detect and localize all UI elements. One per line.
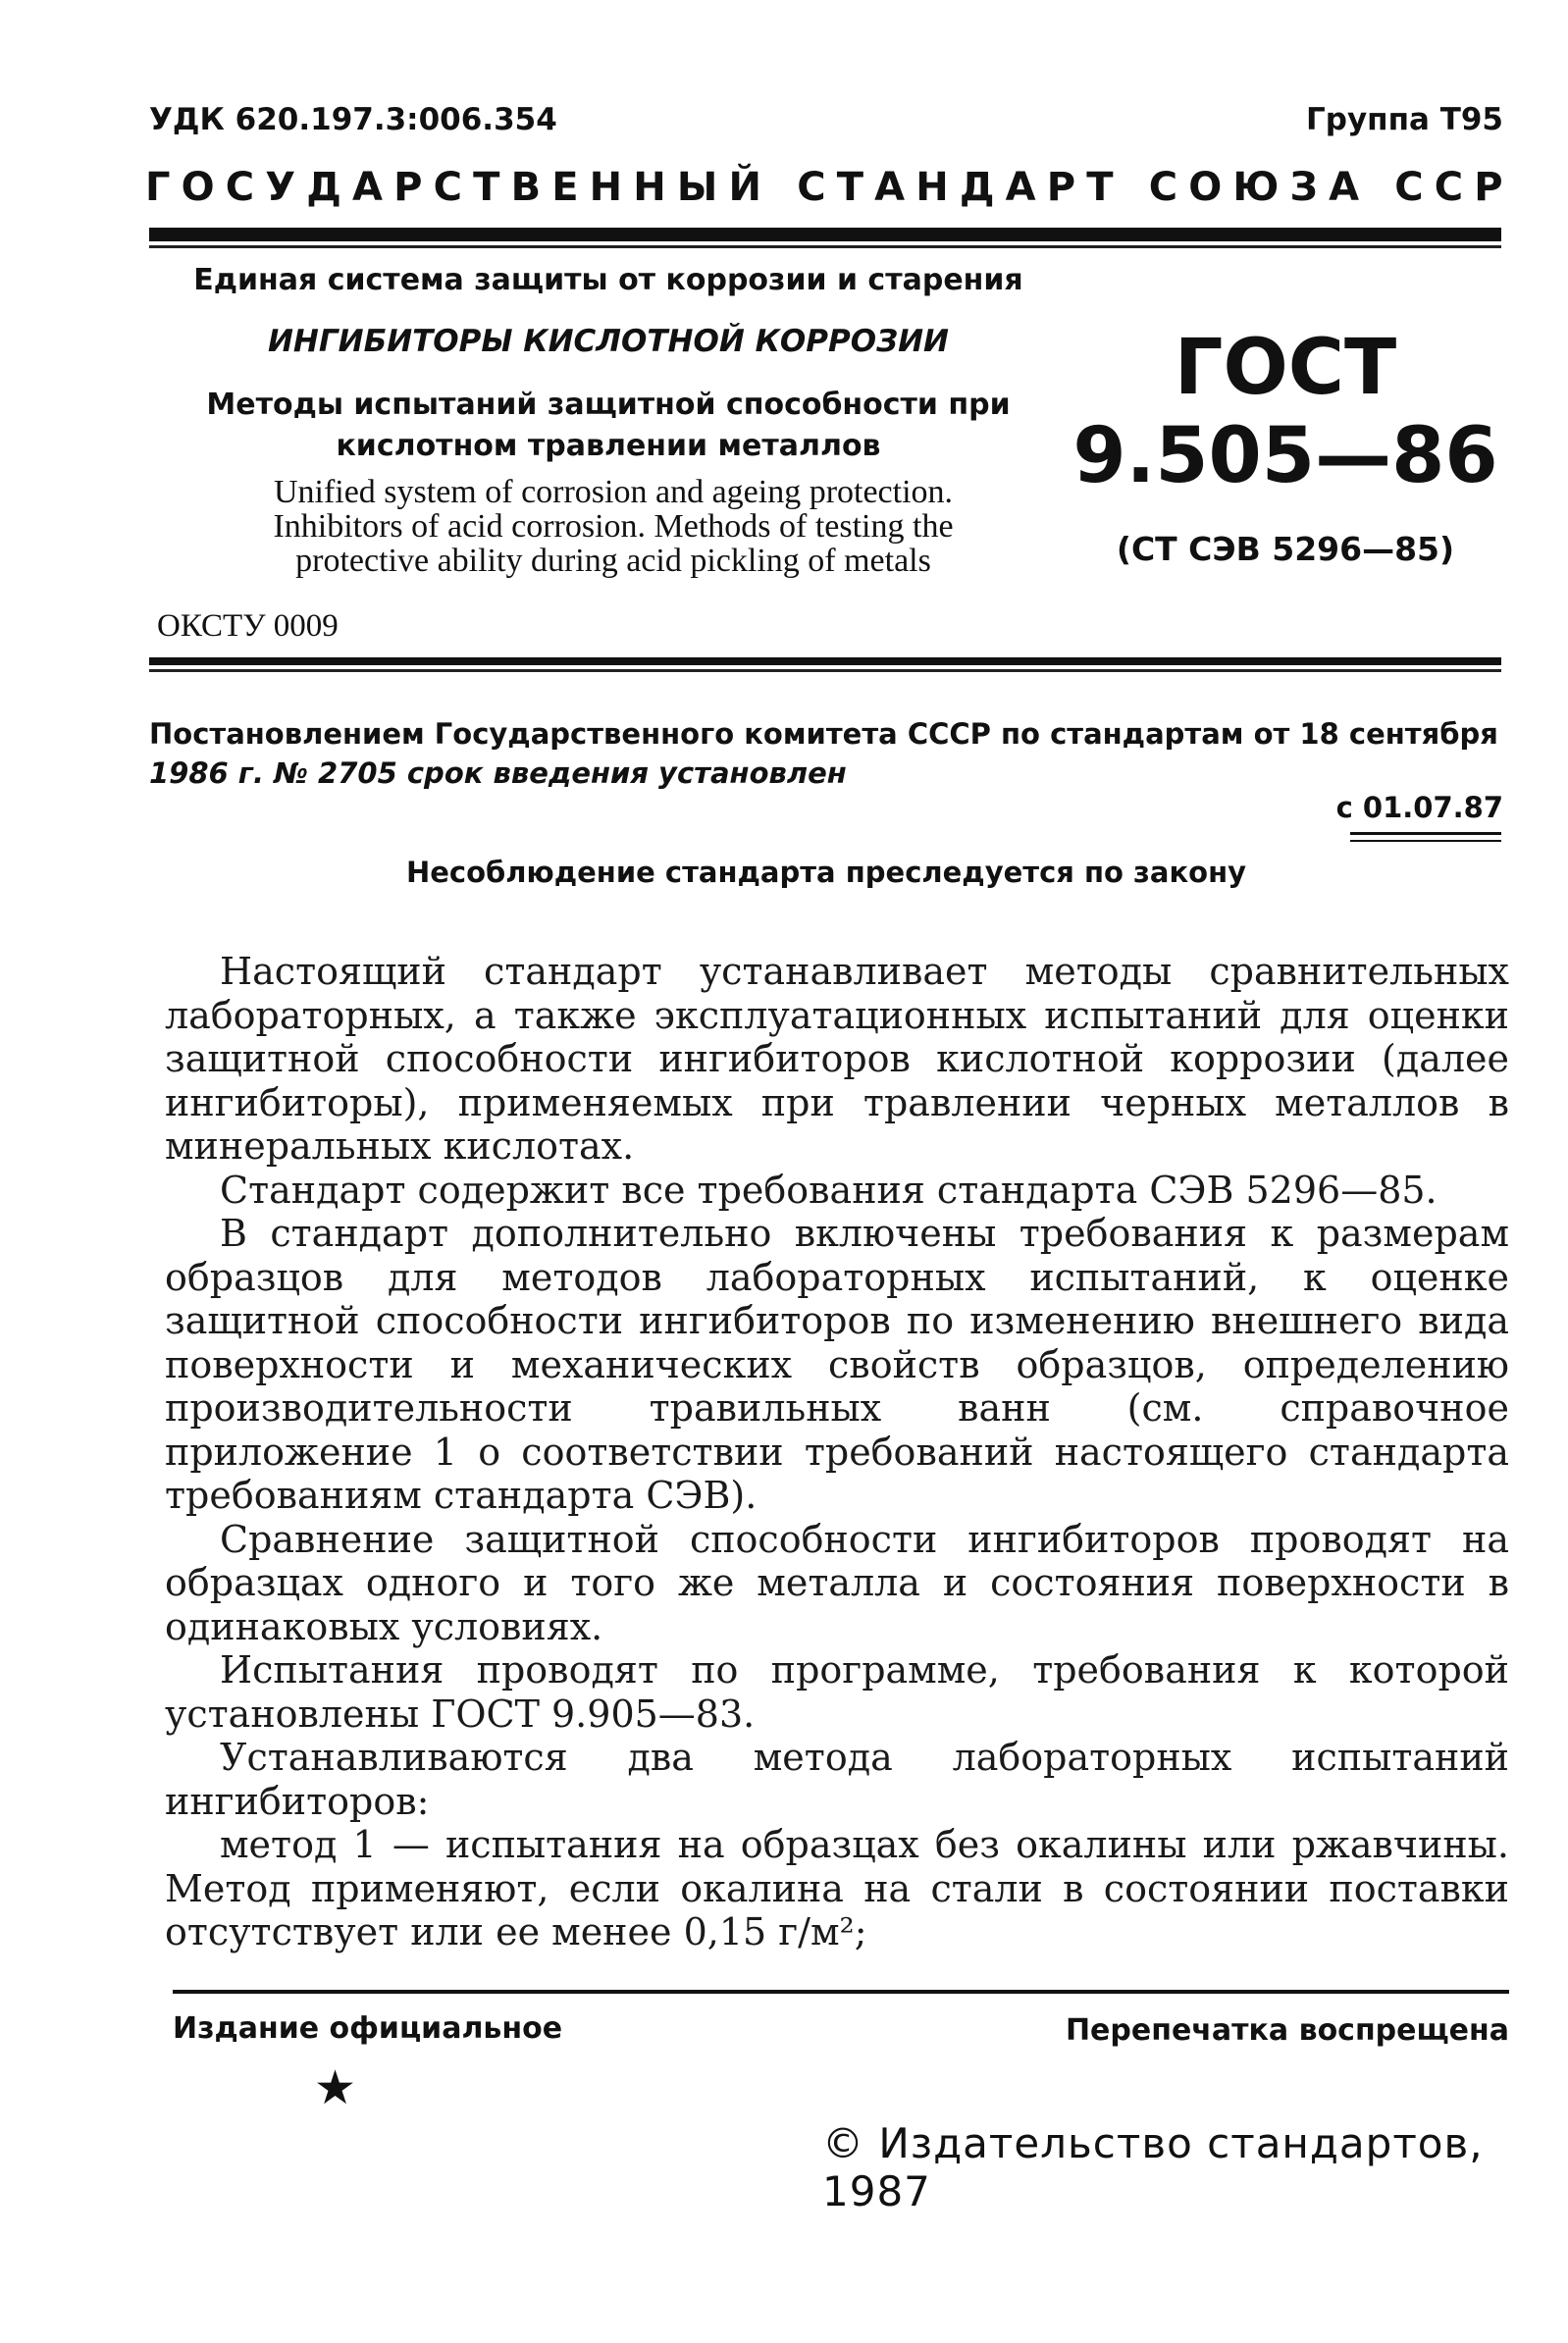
heading-letter: Т (836, 165, 864, 210)
star-icon: ★ (314, 2060, 357, 2115)
heading-letter: Н (633, 165, 666, 210)
heavy-rule (149, 228, 1501, 241)
thin-rule (149, 245, 1501, 248)
legal-notice: Несоблюдение стандарта преследуется по закону (405, 856, 1247, 889)
system-name: Единая система защиты от коррозии и старения (193, 263, 1023, 297)
effective-date: с 01.07.87 (1335, 791, 1503, 824)
heading-letter: С (225, 165, 255, 210)
heading-letter: Р (1474, 165, 1503, 210)
heading-letter: С (797, 165, 826, 210)
heading-letter: Т (473, 165, 500, 210)
heading-letter: Р (1046, 165, 1076, 210)
resolution-line-2: 1986 г. № 2705 срок введения установлен (149, 756, 847, 790)
document-title: ИНГИБИТОРЫ КИСЛОТНОЙ КОРРОЗИИ (267, 324, 949, 359)
methods-line-1: Методы испытаний защитной способности при (206, 388, 1011, 422)
paragraph: В стандарт дополнительно включены требования к размерам образцов для методов лабораторных испытаний, к оценке защитной способности ингибиторов по изменению внешнего вида поверхности и механических свойств образцов, определению производительности травильных ванн (см. справочное приложение 1 о соответствии требований настоящего стандарта требованиям стандарта СЭВ). (165, 1212, 1509, 1517)
paragraph: Настоящий стандарт устанавливает методы сравнительных лабораторных, а также эксплуатационных испытаний для оценки защитной способности ингибиторов кислотной коррозии (далее ингибиторы), применяемых при травлении черных металлов в минеральных кислотах. (165, 950, 1509, 1168)
heading-letter: А (1005, 165, 1036, 210)
paragraph: Сравнение защитной способности ингибиторов проводят на образцах одного и того же металла и состояния поверхности в одинаковых условиях. (165, 1517, 1509, 1648)
heading-letter: Е (551, 165, 579, 210)
section-rule-thin (149, 669, 1501, 672)
st-sev-reference: (СТ СЭВ 5296—85) (1116, 530, 1455, 568)
heading-letter: В (510, 165, 542, 210)
heading-letter: О (1188, 165, 1223, 210)
reprint-prohibited: Перепечатка воспрещена (1065, 2013, 1509, 2048)
copyright-notice: © Издательство стандартов, 1987 (822, 2119, 1484, 2215)
heading-letter: С (1148, 165, 1178, 210)
paragraph: метод 1 — испытания на образцах без окалины или ржавчины. Метод применяют, если окалина на стали в состоянии поставки отсутствует или ее менее 0,15 г/м²; (165, 1823, 1509, 1953)
heading-letter: С (1394, 165, 1424, 210)
heading-letter: Н (915, 165, 949, 210)
heading-letter: Д (959, 165, 995, 210)
methods-subtitle (157, 385, 1060, 467)
date-underline (1350, 832, 1501, 835)
heading-letter: З (1289, 165, 1318, 210)
heading-gap (1370, 165, 1384, 210)
body-text (165, 950, 1509, 1954)
english-line-1: Unified system of corrosion and ageing protection. (273, 474, 954, 510)
heading-letter: А (352, 165, 384, 210)
udk-code: УДК 620.197.3:006.354 (149, 102, 557, 137)
heading-letter: А (874, 165, 906, 210)
english-title (157, 475, 1070, 578)
paragraph: Устанавливаются два метода лабораторных испытаний ингибиторов: (165, 1736, 1509, 1823)
paragraph: Испытания проводят по программе, требования к которой установлены ГОСТ 9.905—83. (165, 1648, 1509, 1736)
heading-letter: Й (728, 165, 761, 210)
methods-line-2: кислотном травлении металлов (336, 429, 881, 463)
english-line-3: protective ability during acid pickling of metals (295, 543, 931, 579)
heading-letter: Д (306, 165, 341, 210)
heading-letter: Ю (1232, 165, 1280, 210)
heading-letter: Г (145, 165, 171, 210)
date-underline-2 (1350, 840, 1501, 842)
group-code: Группа Т95 (1306, 102, 1503, 137)
heading-gap (1124, 165, 1138, 210)
heading-letter: Н (589, 165, 623, 210)
heading-letter: Р (393, 165, 423, 210)
footer-rule (173, 1990, 1509, 1994)
resolution-line-1: Постановлением Государственного комитета СССР по стандартам от 18 сентября (149, 717, 1498, 751)
gost-number: 9.505—86 (1072, 412, 1498, 500)
gost-label: ГОСТ (1174, 324, 1397, 412)
heading-letter: С (433, 165, 462, 210)
paragraph: Стандарт содержит все требования стандарта СЭВ 5296—85. (220, 1168, 1437, 1212)
official-edition: Издание официальное (173, 2011, 563, 2046)
heading-gap (772, 165, 786, 210)
section-rule (149, 657, 1501, 665)
heading-letter: С (1434, 165, 1464, 210)
heading-letter: О (181, 165, 215, 210)
okstu-code: ОКСТУ 0009 (157, 608, 339, 644)
heading-letter: А (1329, 165, 1360, 210)
english-line-2: Inhibitors of acid corrosion. Methods of testing the (273, 508, 954, 545)
heading-letter: Т (1086, 165, 1114, 210)
heading-letter: У (265, 165, 296, 210)
resolution-text (149, 714, 1503, 793)
heading-letter: Ы (676, 165, 718, 210)
state-standard-heading (145, 165, 1503, 210)
